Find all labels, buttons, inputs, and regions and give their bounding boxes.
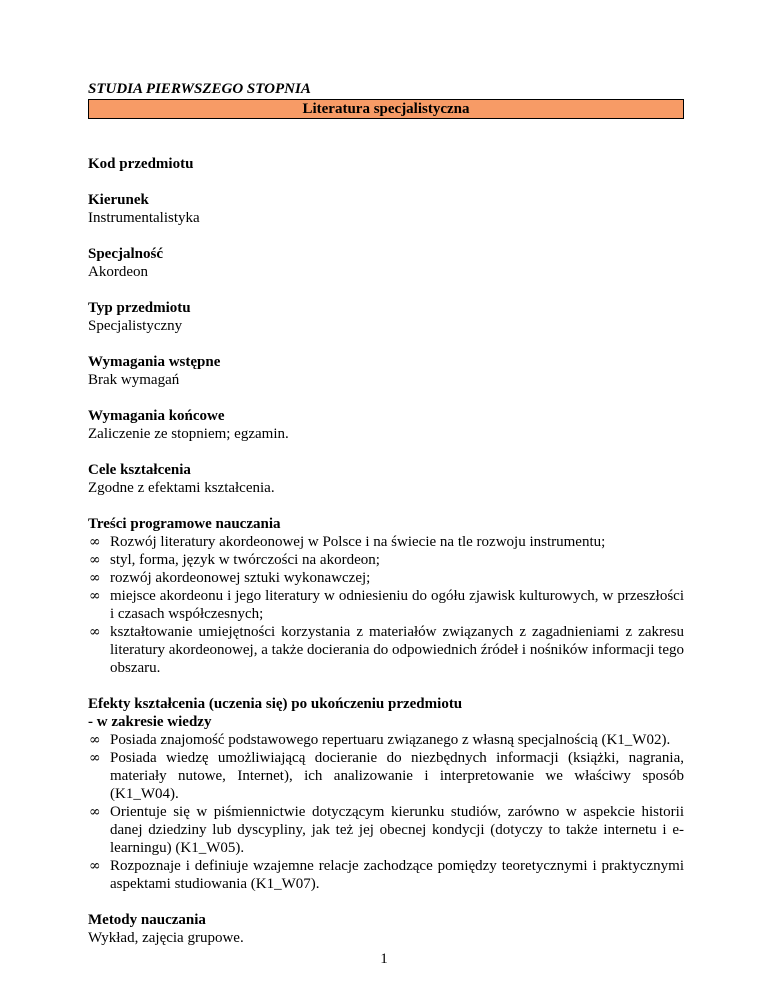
section-title: Treści programowe nauczania [88, 516, 281, 532]
section-program-content [88, 515, 684, 677]
section-value: Specjalistyczny [88, 318, 183, 334]
list-item: ∞ Orientuje się w piśmiennictwie dotyczącym kierunku studiów, zarówno w aspekcie historii danej dziedziny lub dyscypliny, jak też jej obecnej kondycji (dotyczy to także internetu i e-learningu) (K1_W05). [89, 804, 684, 856]
section-field-of-study [88, 191, 684, 227]
section-final-requirements [88, 407, 684, 443]
section-title: Specjalność [88, 246, 163, 262]
subject-title-bar: Literatura specjalistyczna [88, 99, 684, 119]
section-title: Wymagania końcowe [88, 408, 225, 424]
section-title: Kod przedmiotu [88, 156, 194, 172]
list-item: ∞ miejsce akordeonu i jego literatury w odniesieniu do ogółu zjawisk kulturowych, w przeszłości i czasach współczesnych; [89, 588, 684, 622]
section-course-type [88, 299, 684, 335]
list-item: ∞ styl, forma, język w twórczości na akordeon; [89, 552, 380, 568]
infinity-bullet-icon: ∞ [89, 750, 101, 766]
section-prerequisites [88, 353, 684, 389]
section-title: Efekty kształcenia (uczenia się) po ukończeniu przedmiotu [88, 696, 463, 712]
infinity-bullet-icon: ∞ [89, 534, 101, 550]
section-title: Kierunek [88, 192, 149, 208]
section-learning-outcomes [88, 695, 684, 893]
section-title: Wymagania wstępne [88, 354, 221, 370]
list-item: ∞ Rozwój literatury akordeonowej w Polsce i na świecie na tle rozwoju instrumentu; [89, 534, 606, 550]
section-subtitle: - w zakresie wiedzy [88, 714, 212, 730]
document-page [88, 80, 684, 947]
section-course-code [88, 155, 684, 173]
section-value: Instrumentalistyka [88, 210, 200, 226]
section-title: Typ przedmiotu [88, 300, 191, 316]
infinity-bullet-icon: ∞ [89, 588, 101, 604]
infinity-bullet-icon: ∞ [89, 570, 101, 586]
list-item: ∞ Posiada wiedzę umożliwiającą docieranie do niezbędnych informacji (książki, nagrania, materiały nutowe, Internet), ich analizowanie i interpretowanie we właściwy sposób (K1_W04). [89, 750, 684, 802]
program-content-list [88, 533, 684, 677]
section-specialization [88, 245, 684, 281]
section-title: Metody nauczania [88, 912, 206, 928]
section-value: Brak wymagań [88, 372, 180, 388]
learning-outcomes-list [88, 731, 684, 893]
section-title: Cele kształcenia [88, 462, 191, 478]
list-item: ∞ Posiada znajomość podstawowego repertuaru związanego z własną specjalnością (K1_W02). [89, 732, 671, 748]
infinity-bullet-icon: ∞ [89, 624, 101, 640]
section-value: Zgodne z efektami kształcenia. [88, 480, 275, 496]
study-level-heading: STUDIA PIERWSZEGO STOPNIA [88, 81, 311, 97]
section-value: Akordeon [88, 264, 148, 280]
infinity-bullet-icon: ∞ [89, 552, 101, 568]
list-item: ∞ kształtowanie umiejętności korzystania z materiałów związanych z zagadnieniami z zakresu literatury akordeonowej, a także docierania do odpowiednich źródeł i nośników informacji tego obszaru. [89, 624, 684, 676]
infinity-bullet-icon: ∞ [89, 732, 101, 748]
section-teaching-methods [88, 911, 684, 947]
section-learning-goals [88, 461, 684, 497]
list-item: ∞ Rozpoznaje i definiuje wzajemne relacje zachodzące pomiędzy teoretycznymi i praktycznymi aspektami studiowania (K1_W07). [89, 858, 684, 892]
list-item: ∞ rozwój akordeonowej sztuki wykonawczej; [89, 570, 371, 586]
infinity-bullet-icon: ∞ [89, 804, 101, 820]
page-number: 1 [380, 951, 388, 967]
section-value: Zaliczenie ze stopniem; egzamin. [88, 426, 289, 442]
section-value: Wykład, zajęcia grupowe. [88, 930, 244, 946]
infinity-bullet-icon: ∞ [89, 858, 101, 874]
